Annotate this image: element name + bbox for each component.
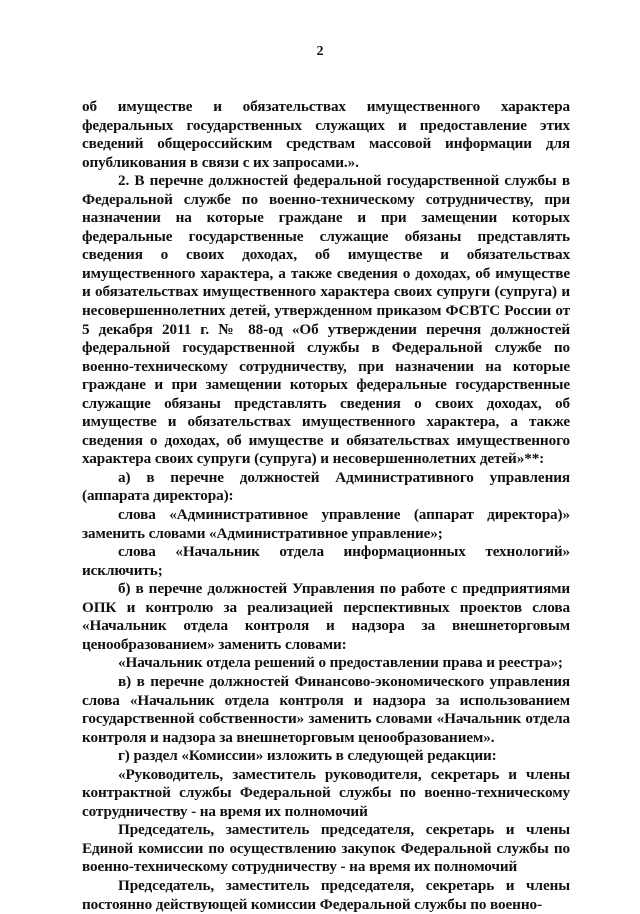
paragraph-replace-admin: слова «Административное управление (аппарат директора)» заменить словами «Административное управление»; <box>82 506 570 542</box>
paragraph-continuation: об имуществе и обязательствах имущественного характера федеральных государственных служащих и предоставление этих сведений общероссийским средствам массовой информации для опубликования в связи с их запросами.». <box>82 98 570 171</box>
paragraph-subitem-v: в) в перечне должностей Финансово-экономического управления слова «Начальник отдела контроля и надзора за использованием государственной собственности» заменить словами «Начальник отдела контроля и надзора за внешнеторговым ценообразованием». <box>82 672 570 746</box>
paragraph-item-2: 2. В перечне должностей федеральной государственной службы в Федеральной службе по военно-техническому сотрудничеству, при назначении на которые граждане и при замещении которых федеральные государственные служащие обязаны представлять сведения о своих доходах, об имуществе и обязательствах имущественного характера, а также сведения о доходах, об имуществе и обязательствах имущественного характера своих супруги (супруга) и несовершеннолетних детей, утвержденном приказом ФСВТС России от 5 декабря 2011 г. № 88-од «Об утверждении перечня должностей федеральной государственной службы в Федеральной службе по военно-техническому сотрудничеству, при назначении на которые граждане и при замещении которых федеральные государственные служащие обязаны представлять сведения о своих доходах, об имуществе и обязательствах имущественного характера, а также сведения о доходах, об имуществе и обязательствах имущественного характера своих супруги (супруга) и несовершеннолетних детей»**: <box>82 172 570 468</box>
paragraph-remove-it-head: слова «Начальник отдела информационных технологий» исключить; <box>82 543 570 579</box>
paragraph-subitem-g: г) раздел «Комиссии» изложить в следующей редакции: <box>118 747 497 765</box>
paragraph-subitem-b: б) в перечне должностей Управления по работе с предприятиями ОПК и контролю за реализацией перспективных проектов слова «Начальник отдела контроля и надзора за внешнеторговым ценообразованием» заменить словами: <box>82 580 570 653</box>
document-body <box>82 98 570 914</box>
paragraph-subitem-a: а) в перечне должностей Административного управления (аппарата директора): <box>82 468 570 505</box>
paragraph-commission-3: Председатель, заместитель председателя, секретарь и члены постоянно действующей комиссии Федеральной службы по военно- <box>82 876 570 913</box>
page-number: 2 <box>316 44 324 59</box>
paragraph-commission-1: «Руководитель, заместитель руководителя, секретарь и члены контрактной службы Федеральной службы по военно-техническому сотрудничеству - на время их полномочий <box>82 765 570 820</box>
paragraph-new-position-b: «Начальник отдела решений о предоставлении права и реестра»; <box>118 654 563 672</box>
paragraph-commission-2: Председатель, заместитель председателя, секретарь и члены Единой комиссии по осуществлению закупок Федеральной службы по военно-техническому сотрудничеству - на время их полномочий <box>82 821 570 876</box>
